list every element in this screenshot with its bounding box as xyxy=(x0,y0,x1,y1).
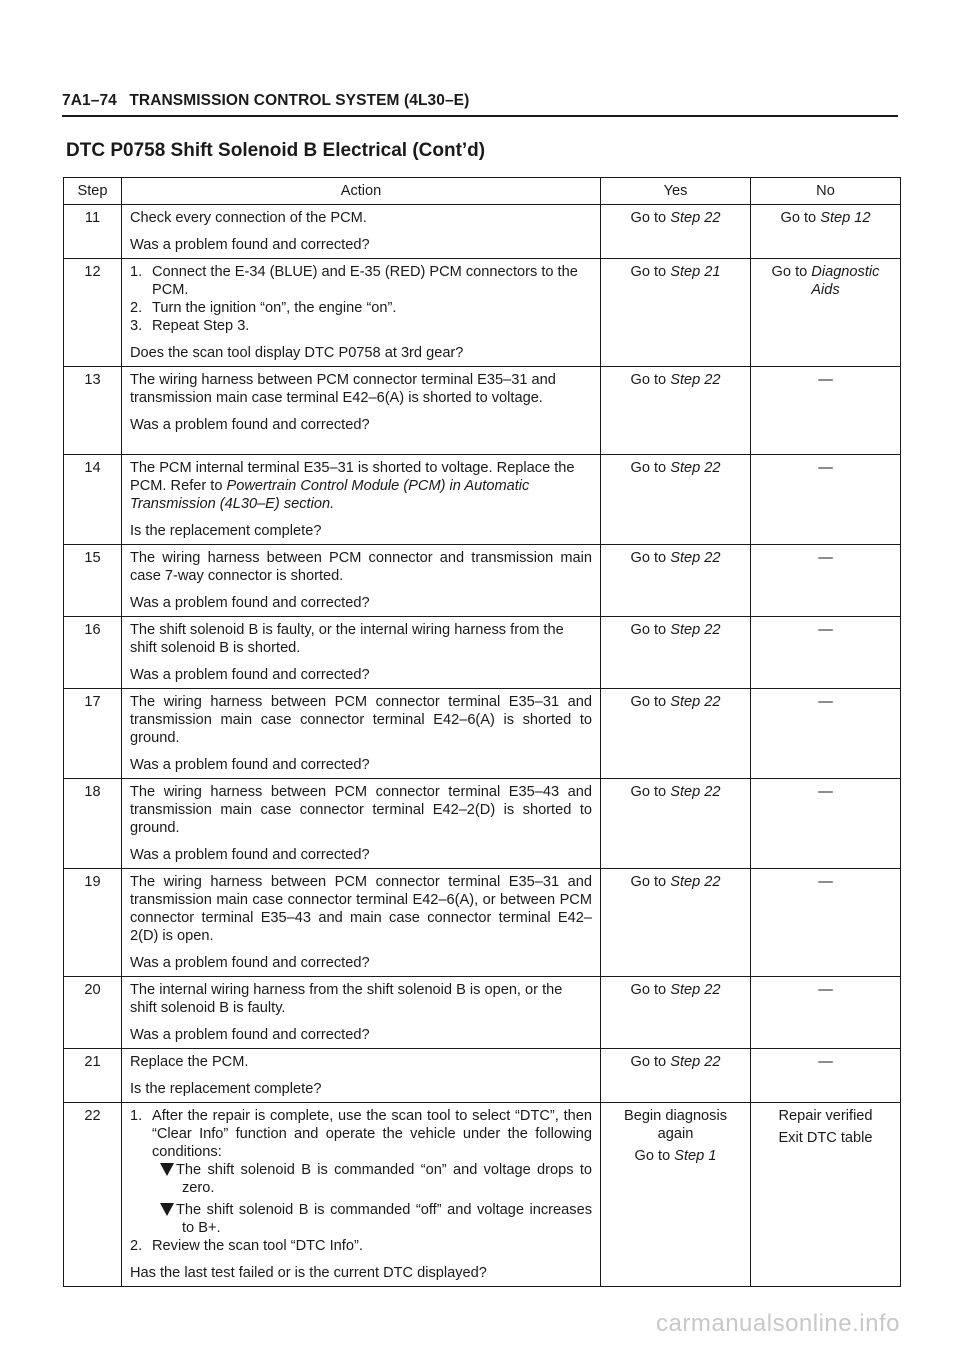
yes-target-link[interactable]: Step 22 xyxy=(670,784,721,800)
substep-text: After the repair is complete, use the scan tool to select “DTC”, then “Clear Info” function and operate the vehicle under the following conditions: xyxy=(152,1108,592,1160)
table-row xyxy=(64,205,901,259)
yes-cell xyxy=(601,1103,751,1287)
yes-target-link[interactable]: Step 22 xyxy=(670,1054,721,1070)
step-number: 22 xyxy=(64,1103,122,1287)
goto-prefix: Go to xyxy=(630,1054,671,1070)
triangle-bullet-icon xyxy=(160,1203,174,1216)
action-question: Was a problem found and corrected? xyxy=(130,1027,370,1043)
no-cell: — xyxy=(751,455,901,545)
no-cell: — xyxy=(751,869,901,977)
action-substep xyxy=(130,317,592,335)
action-text: The wiring harness between PCM connector and transmission main case 7-way connector is shorted. xyxy=(130,550,592,584)
page-header xyxy=(62,92,469,110)
yes-cell xyxy=(601,455,751,545)
substep-text: Turn the ignition “on”, the engine “on”. xyxy=(152,300,397,316)
goto-prefix: Go to xyxy=(630,372,671,388)
action-question: Was a problem found and corrected? xyxy=(130,595,370,611)
no-line-1: Repair verified xyxy=(778,1108,873,1124)
goto-prefix: Go to xyxy=(630,460,671,476)
goto-prefix: Go to xyxy=(780,210,821,226)
yes-target-link[interactable]: Step 22 xyxy=(670,460,721,476)
action-cell xyxy=(122,617,601,689)
goto-prefix: Go to xyxy=(630,264,671,280)
action-question: Has the last test failed or is the current DTC displayed? xyxy=(130,1265,487,1281)
action-substep xyxy=(130,299,592,317)
step-number: 16 xyxy=(64,617,122,689)
action-question: Was a problem found and corrected? xyxy=(130,667,370,683)
col-step-header: Step xyxy=(64,178,122,205)
action-cell xyxy=(122,367,601,455)
no-cell: — xyxy=(751,545,901,617)
table-row xyxy=(64,689,901,779)
step-number: 14 xyxy=(64,455,122,545)
page-title: DTC P0758 Shift Solenoid B Electrical (Cont’d) xyxy=(66,140,486,161)
substep-text: Connect the E-34 (BLUE) and E-35 (RED) PCM connectors to the PCM. xyxy=(152,264,578,298)
action-cell xyxy=(122,259,601,367)
no-line-2: Exit DTC table xyxy=(778,1130,873,1146)
action-substep xyxy=(130,1107,592,1161)
action-cell xyxy=(122,1103,601,1287)
yes-cell xyxy=(601,617,751,689)
yes-cell xyxy=(601,367,751,455)
table-row xyxy=(64,869,901,977)
yes-cell xyxy=(601,779,751,869)
action-question: Is the replacement complete? xyxy=(130,523,322,539)
table-row xyxy=(64,1103,901,1287)
reference-link[interactable]: Powertrain Control Module (PCM) in Automatic Transmission (4L30–E) section. xyxy=(130,478,530,512)
action-cell xyxy=(122,869,601,977)
col-action-header: Action xyxy=(122,178,601,205)
yes-cell xyxy=(601,1049,751,1103)
table-row xyxy=(64,779,901,869)
col-yes-header: Yes xyxy=(601,178,751,205)
substep-text: Repeat Step 3. xyxy=(152,318,250,334)
no-cell: — xyxy=(751,367,901,455)
step-number: 11 xyxy=(64,205,122,259)
yes-goto xyxy=(609,1147,742,1165)
yes-target-link[interactable]: Step 22 xyxy=(670,694,721,710)
action-question: Was a problem found and corrected? xyxy=(130,417,370,433)
yes-target-link[interactable]: Step 1 xyxy=(674,1148,717,1164)
substep-number: 1. xyxy=(130,1108,143,1124)
step-number: 19 xyxy=(64,869,122,977)
yes-target-link[interactable]: Step 22 xyxy=(670,874,721,890)
triangle-bullet-icon xyxy=(160,1163,174,1176)
substep-text: Review the scan tool “DTC Info”. xyxy=(152,1238,363,1254)
step-number: 20 xyxy=(64,977,122,1049)
yes-cell xyxy=(601,205,751,259)
yes-cell xyxy=(601,259,751,367)
table-row xyxy=(64,259,901,367)
condition-bullet xyxy=(130,1161,592,1197)
step-number: 13 xyxy=(64,367,122,455)
substep-number: 2. xyxy=(130,300,143,316)
goto-prefix: Go to xyxy=(630,622,671,638)
yes-target-link[interactable]: Step 22 xyxy=(670,982,721,998)
section-number: 7A1–74 xyxy=(62,92,117,109)
action-question: Was a problem found and corrected? xyxy=(130,955,370,971)
step-number: 18 xyxy=(64,779,122,869)
table-row xyxy=(64,1049,901,1103)
table-row xyxy=(64,977,901,1049)
goto-prefix: Go to xyxy=(630,874,671,890)
action-question: Was a problem found and corrected? xyxy=(130,847,370,863)
action-cell xyxy=(122,689,601,779)
substep-number: 2. xyxy=(130,1238,143,1254)
no-cell xyxy=(751,205,901,259)
section-title: TRANSMISSION CONTROL SYSTEM (4L30–E) xyxy=(129,92,470,109)
substep-number: 3. xyxy=(130,318,143,334)
action-substep xyxy=(130,263,592,299)
action-question: Is the replacement complete? xyxy=(130,1081,322,1097)
action-cell xyxy=(122,977,601,1049)
goto-prefix: Go to xyxy=(630,210,671,226)
action-text: Replace the PCM. xyxy=(130,1054,249,1070)
action-cell xyxy=(122,545,601,617)
yes-target-link[interactable]: Step 22 xyxy=(670,622,721,638)
step-number: 17 xyxy=(64,689,122,779)
yes-cell xyxy=(601,869,751,977)
goto-prefix: Go to xyxy=(630,784,671,800)
step-number: 21 xyxy=(64,1049,122,1103)
action-question: Was a problem found and corrected? xyxy=(130,757,370,773)
step-number: 15 xyxy=(64,545,122,617)
action-cell xyxy=(122,455,601,545)
goto-prefix: Go to xyxy=(771,264,812,280)
goto-prefix: Go to xyxy=(634,1148,675,1164)
goto-prefix: Go to xyxy=(630,694,671,710)
yes-line-2: again xyxy=(657,1126,694,1142)
no-target-link[interactable]: Diagnostic Aids xyxy=(811,264,880,298)
no-cell: — xyxy=(751,1049,901,1103)
watermark: carmanualsonline.info xyxy=(656,1310,900,1337)
action-question: Was a problem found and corrected? xyxy=(130,237,370,253)
goto-prefix: Go to xyxy=(630,982,671,998)
yes-target-link[interactable]: Step 21 xyxy=(670,264,721,280)
no-target-link[interactable]: Step 12 xyxy=(820,210,871,226)
action-text: Check every connection of the PCM. xyxy=(130,210,367,226)
action-text: The wiring harness between PCM connector terminal E35–31 and transmission main case connector terminal E42–6(A), or between PCM connector terminal E35–43 and main case connector terminal E42–2(D) is open. xyxy=(130,874,592,944)
yes-target-link[interactable]: Step 22 xyxy=(670,210,721,226)
action-substep xyxy=(130,1237,592,1255)
action-text: The wiring harness between PCM connector terminal E35–43 and transmission main case connector terminal E42–2(D) is shorted to ground. xyxy=(130,784,592,836)
yes-line-1: Begin diagnosis xyxy=(623,1108,728,1124)
yes-target-link[interactable]: Step 22 xyxy=(670,372,721,388)
no-cell xyxy=(751,1103,901,1287)
diagnostic-table xyxy=(63,177,901,1287)
table-row xyxy=(64,545,901,617)
condition-bullet xyxy=(130,1201,592,1237)
table-row xyxy=(64,617,901,689)
action-cell xyxy=(122,779,601,869)
condition-text: The shift solenoid B is commanded “on” and voltage drops to zero. xyxy=(176,1162,592,1196)
step-number: 12 xyxy=(64,259,122,367)
goto-prefix: Go to xyxy=(630,550,671,566)
action-text: The internal wiring harness from the shift solenoid B is open, or the shift solenoid B is faulty. xyxy=(130,982,563,1016)
action-question: Does the scan tool display DTC P0758 at 3rd gear? xyxy=(130,345,464,361)
table-row xyxy=(64,367,901,455)
action-text: The shift solenoid B is faulty, or the internal wiring harness from the shift solenoid B is shorted. xyxy=(130,622,564,656)
yes-cell xyxy=(601,545,751,617)
substep-number: 1. xyxy=(130,264,143,280)
table-header-row xyxy=(64,178,901,205)
header-rule xyxy=(62,115,898,117)
condition-text: The shift solenoid B is commanded “off” and voltage increases to B+. xyxy=(176,1202,592,1236)
yes-cell xyxy=(601,689,751,779)
no-cell: — xyxy=(751,689,901,779)
action-cell xyxy=(122,205,601,259)
action-text: The wiring harness between PCM connector terminal E35–31 and transmission main case terminal E42–6(A) is shorted to voltage. xyxy=(130,372,556,406)
action-text xyxy=(130,459,592,513)
action-text-plain: The PCM internal terminal E35–31 is shorted to voltage. Replace the PCM. Refer to xyxy=(130,460,575,494)
no-cell: — xyxy=(751,779,901,869)
yes-cell xyxy=(601,977,751,1049)
yes-target-link[interactable]: Step 22 xyxy=(670,550,721,566)
no-cell: — xyxy=(751,977,901,1049)
action-text: The wiring harness between PCM connector terminal E35–31 and transmission main case connector terminal E42–6(A) is shorted to ground. xyxy=(130,694,592,746)
action-cell xyxy=(122,1049,601,1103)
col-no-header: No xyxy=(751,178,901,205)
table-row xyxy=(64,455,901,545)
no-cell xyxy=(751,259,901,367)
no-cell: — xyxy=(751,617,901,689)
